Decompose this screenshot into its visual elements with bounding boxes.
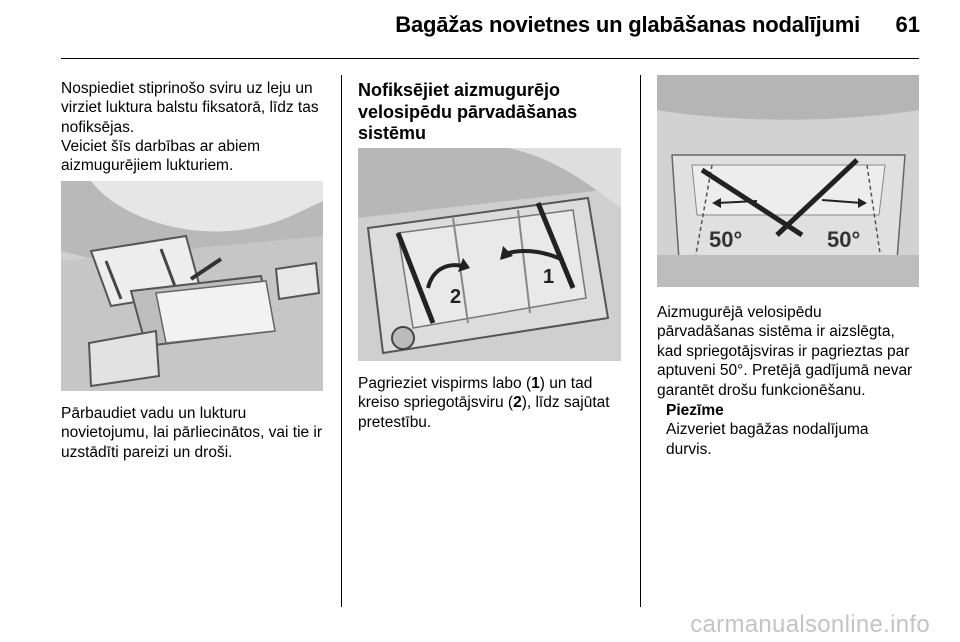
paragraph-press-lever: Nospiediet stiprinošo sviru uz leju un virziet luktura balstu fiksatorā, līdz tas nofiksējas. bbox=[61, 80, 319, 136]
header-divider bbox=[61, 58, 919, 59]
figure-angle-left: 50° bbox=[709, 227, 743, 252]
figure-label-1: 1 bbox=[543, 266, 555, 288]
page-number: 61 bbox=[895, 12, 920, 37]
section-heading-lock-bike-carrier: Nofiksējiet aizmugurējo velosipēdu pārvadāšanas sistēmu bbox=[358, 80, 578, 143]
figure-label-2: 2 bbox=[450, 286, 462, 308]
column-divider-left bbox=[341, 75, 342, 607]
figure-lever-angle bbox=[657, 75, 919, 287]
paragraph-turn-levers: Pagrieziet vispirms labo (1) un tad kreiso spriegotājsviru (2), līdz sajūtat pretestību. bbox=[358, 375, 610, 431]
paragraph-check-wiring: Pārbaudiet vadu un lukturu novietojumu, lai pārliecinātos, vai tie ir uzstādīti pareizi un droši. bbox=[61, 405, 323, 461]
page-header-title: Bagāžas novietnes un glabāšanas nodalījumi bbox=[395, 12, 860, 37]
column-divider-right bbox=[640, 75, 641, 607]
paragraph-repeat-both: Veiciet šīs darbības ar abiem aizmugurējiem lukturiem. bbox=[61, 138, 261, 175]
note-label: Piezīme bbox=[666, 402, 724, 419]
watermark-text: carmanualsonline.info bbox=[690, 611, 930, 638]
note-box bbox=[666, 401, 916, 459]
figure-lamp-holder bbox=[61, 181, 323, 391]
paragraph-locked-condition: Aizmugurējā velosipēdu pārvadāšanas sistēma ir aizslēgta, kad spriegotājsviras ir pagrieztas par aptuveni 50°. Pretējā gadījumā nevar garantēt drošu funkcionēšanu. bbox=[657, 304, 913, 399]
figure-tension-levers bbox=[358, 148, 621, 361]
bold-ref-2: 2 bbox=[513, 394, 522, 412]
note-text: Aizveriet bagāžas nodalījuma durvis. bbox=[666, 421, 869, 458]
figure-angle-right: 50° bbox=[827, 227, 861, 252]
bold-ref-1: 1 bbox=[531, 375, 540, 392]
